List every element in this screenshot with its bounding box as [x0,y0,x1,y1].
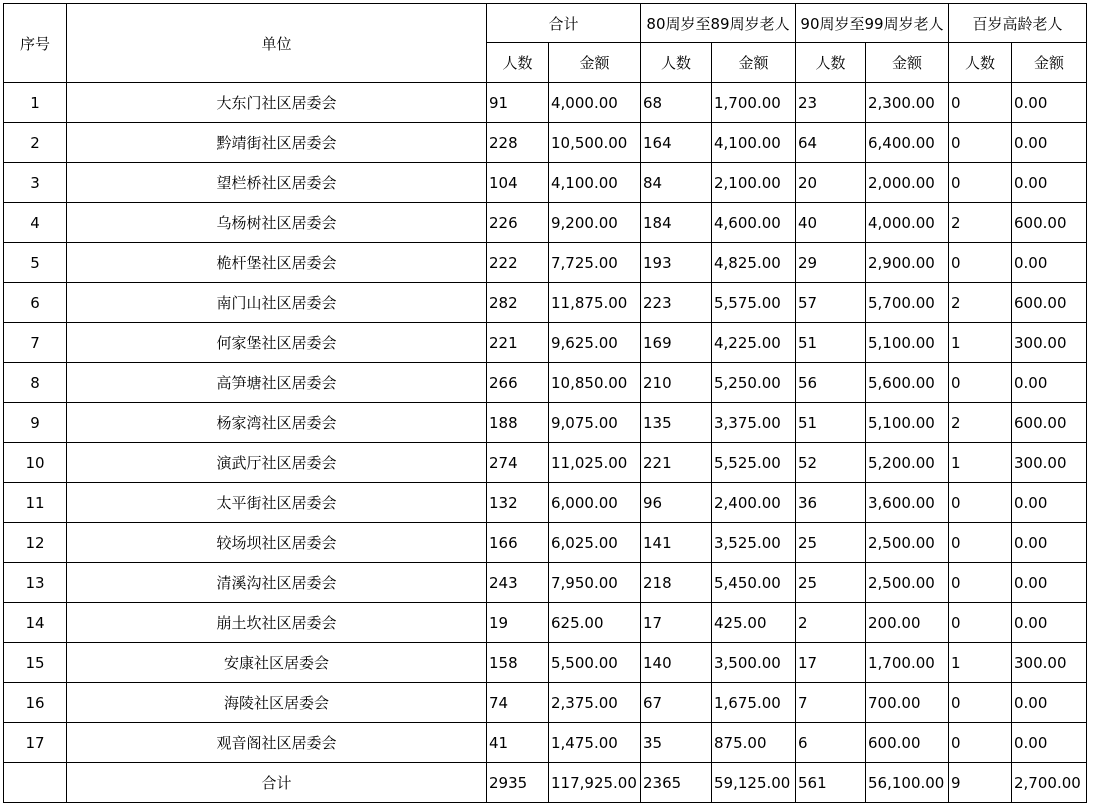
row-90-amount: 5,700.00 [866,283,949,323]
total-row [4,763,1087,803]
row-unit: 高笋塘社区居委会 [67,363,487,403]
row-100-amount: 0.00 [1012,683,1087,723]
row-90-count: 40 [796,203,866,243]
row-90-count: 56 [796,363,866,403]
row-unit: 何家堡社区居委会 [67,323,487,363]
table-row [4,363,1087,403]
row-seq: 5 [4,243,67,283]
row-80-count: 140 [641,643,712,683]
row-90-amount: 2,500.00 [866,563,949,603]
row-unit: 崩土坎社区居委会 [67,603,487,643]
row-total-amount: 625.00 [549,603,641,643]
row-seq: 8 [4,363,67,403]
row-100-count: 1 [949,643,1012,683]
row-seq: 4 [4,203,67,243]
header-total: 合计 [487,4,641,43]
header-100-amount: 金额 [1012,43,1087,83]
total-90-amount: 56,100.00 [866,763,949,803]
row-unit: 大东门社区居委会 [67,83,487,123]
row-seq: 6 [4,283,67,323]
total-80-count: 2365 [641,763,712,803]
row-unit: 太平街社区居委会 [67,483,487,523]
row-90-amount: 5,600.00 [866,363,949,403]
row-100-amount: 300.00 [1012,323,1087,363]
row-total-amount: 9,625.00 [549,323,641,363]
row-80-amount: 3,525.00 [712,523,796,563]
row-total-count: 188 [487,403,549,443]
row-90-count: 25 [796,523,866,563]
row-80-amount: 4,825.00 [712,243,796,283]
row-80-count: 218 [641,563,712,603]
row-90-count: 23 [796,83,866,123]
row-100-count: 0 [949,683,1012,723]
row-seq: 1 [4,83,67,123]
row-total-count: 282 [487,283,549,323]
row-100-amount: 600.00 [1012,203,1087,243]
header-age-80-89: 80周岁至89周岁老人 [641,4,796,43]
row-unit: 观音阁社区居委会 [67,723,487,763]
row-80-count: 169 [641,323,712,363]
row-100-count: 1 [949,323,1012,363]
row-90-amount: 3,600.00 [866,483,949,523]
row-total-count: 158 [487,643,549,683]
row-unit: 海陵社区居委会 [67,683,487,723]
row-80-amount: 5,575.00 [712,283,796,323]
row-total-count: 243 [487,563,549,603]
row-seq: 11 [4,483,67,523]
row-seq: 14 [4,603,67,643]
table-row [4,643,1087,683]
row-total-amount: 5,500.00 [549,643,641,683]
header-80-count: 人数 [641,43,712,83]
row-seq: 13 [4,563,67,603]
row-100-amount: 0.00 [1012,363,1087,403]
row-100-amount: 0.00 [1012,83,1087,123]
table-row [4,403,1087,443]
row-total-amount: 7,725.00 [549,243,641,283]
row-total-count: 41 [487,723,549,763]
row-total-amount: 11,025.00 [549,443,641,483]
header-age-90-99: 90周岁至99周岁老人 [796,4,949,43]
row-90-amount: 700.00 [866,683,949,723]
row-80-amount: 4,225.00 [712,323,796,363]
row-80-amount: 5,525.00 [712,443,796,483]
row-80-count: 221 [641,443,712,483]
row-100-amount: 0.00 [1012,163,1087,203]
subsidy-table [3,3,1087,803]
row-total-amount: 9,075.00 [549,403,641,443]
row-total-amount: 7,950.00 [549,563,641,603]
row-80-count: 17 [641,603,712,643]
row-100-count: 0 [949,83,1012,123]
row-100-count: 0 [949,603,1012,643]
row-seq: 7 [4,323,67,363]
row-100-amount: 300.00 [1012,443,1087,483]
row-total-amount: 4,100.00 [549,163,641,203]
row-unit: 南门山社区居委会 [67,283,487,323]
table-row [4,683,1087,723]
row-100-count: 0 [949,123,1012,163]
header-100-count: 人数 [949,43,1012,83]
table-row [4,523,1087,563]
row-unit: 望栏桥社区居委会 [67,163,487,203]
row-90-count: 20 [796,163,866,203]
table-row [4,163,1087,203]
row-100-amount: 600.00 [1012,403,1087,443]
table-row [4,243,1087,283]
row-80-amount: 5,450.00 [712,563,796,603]
row-100-amount: 0.00 [1012,123,1087,163]
row-unit: 乌杨树社区居委会 [67,203,487,243]
row-100-amount: 300.00 [1012,643,1087,683]
row-90-amount: 5,200.00 [866,443,949,483]
row-80-count: 68 [641,83,712,123]
header-unit: 单位 [67,4,487,83]
row-80-count: 135 [641,403,712,443]
row-unit: 演武厅社区居委会 [67,443,487,483]
row-90-count: 29 [796,243,866,283]
row-total-amount: 4,000.00 [549,83,641,123]
total-100-count: 9 [949,763,1012,803]
row-seq: 3 [4,163,67,203]
row-80-amount: 2,400.00 [712,483,796,523]
row-100-amount: 0.00 [1012,563,1087,603]
row-seq: 10 [4,443,67,483]
row-unit: 桅杆堡社区居委会 [67,243,487,283]
row-90-amount: 2,300.00 [866,83,949,123]
row-90-count: 52 [796,443,866,483]
row-80-amount: 2,100.00 [712,163,796,203]
table-row [4,123,1087,163]
row-total-amount: 2,375.00 [549,683,641,723]
row-80-amount: 1,700.00 [712,83,796,123]
row-80-amount: 875.00 [712,723,796,763]
row-total-count: 74 [487,683,549,723]
row-80-amount: 425.00 [712,603,796,643]
row-seq: 15 [4,643,67,683]
total-label: 合计 [67,763,487,803]
row-80-amount: 4,100.00 [712,123,796,163]
row-seq: 17 [4,723,67,763]
row-100-amount: 0.00 [1012,603,1087,643]
table-row [4,483,1087,523]
row-100-count: 2 [949,203,1012,243]
row-80-amount: 5,250.00 [712,363,796,403]
row-80-count: 141 [641,523,712,563]
row-total-amount: 10,500.00 [549,123,641,163]
row-90-count: 7 [796,683,866,723]
row-total-amount: 1,475.00 [549,723,641,763]
row-90-count: 57 [796,283,866,323]
row-100-amount: 0.00 [1012,483,1087,523]
row-total-count: 228 [487,123,549,163]
row-80-amount: 1,675.00 [712,683,796,723]
row-total-count: 222 [487,243,549,283]
row-seq: 2 [4,123,67,163]
row-100-count: 0 [949,563,1012,603]
row-90-amount: 4,000.00 [866,203,949,243]
row-100-count: 0 [949,163,1012,203]
table-row [4,323,1087,363]
row-80-count: 84 [641,163,712,203]
header-total-count: 人数 [487,43,549,83]
row-total-count: 91 [487,83,549,123]
row-unit: 杨家湾社区居委会 [67,403,487,443]
row-90-count: 64 [796,123,866,163]
table-row [4,723,1087,763]
table-row [4,603,1087,643]
row-unit: 清溪沟社区居委会 [67,563,487,603]
row-total-amount: 10,850.00 [549,363,641,403]
row-100-amount: 0.00 [1012,523,1087,563]
row-90-amount: 5,100.00 [866,323,949,363]
row-seq: 16 [4,683,67,723]
header-90-amount: 金额 [866,43,949,83]
row-100-count: 2 [949,283,1012,323]
row-80-count: 210 [641,363,712,403]
row-total-amount: 6,000.00 [549,483,641,523]
total-seq [4,763,67,803]
row-seq: 12 [4,523,67,563]
total-count: 2935 [487,763,549,803]
row-90-amount: 600.00 [866,723,949,763]
row-90-amount: 6,400.00 [866,123,949,163]
row-90-amount: 1,700.00 [866,643,949,683]
total-amount: 117,925.00 [549,763,641,803]
row-90-count: 2 [796,603,866,643]
row-total-count: 104 [487,163,549,203]
row-unit: 黔靖街社区居委会 [67,123,487,163]
row-total-count: 274 [487,443,549,483]
row-unit: 较场坝社区居委会 [67,523,487,563]
row-unit: 安康社区居委会 [67,643,487,683]
row-80-count: 184 [641,203,712,243]
row-100-count: 0 [949,243,1012,283]
row-90-amount: 2,500.00 [866,523,949,563]
row-80-amount: 3,375.00 [712,403,796,443]
row-90-amount: 5,100.00 [866,403,949,443]
row-90-count: 25 [796,563,866,603]
table-row [4,283,1087,323]
header-row-group [4,4,1087,43]
row-90-count: 6 [796,723,866,763]
row-100-count: 2 [949,403,1012,443]
row-100-amount: 0.00 [1012,243,1087,283]
row-80-count: 35 [641,723,712,763]
row-100-count: 1 [949,443,1012,483]
row-100-amount: 0.00 [1012,723,1087,763]
row-80-amount: 4,600.00 [712,203,796,243]
row-total-amount: 6,025.00 [549,523,641,563]
table-body [4,83,1087,763]
table-row [4,443,1087,483]
header-total-amount: 金额 [549,43,641,83]
row-total-count: 221 [487,323,549,363]
row-total-count: 19 [487,603,549,643]
header-80-amount: 金额 [712,43,796,83]
table-row [4,563,1087,603]
row-90-amount: 2,900.00 [866,243,949,283]
row-80-count: 164 [641,123,712,163]
table-row [4,83,1087,123]
header-90-count: 人数 [796,43,866,83]
row-100-count: 0 [949,483,1012,523]
total-80-amount: 59,125.00 [712,763,796,803]
row-90-amount: 2,000.00 [866,163,949,203]
row-total-count: 166 [487,523,549,563]
row-90-count: 17 [796,643,866,683]
row-80-count: 67 [641,683,712,723]
row-seq: 9 [4,403,67,443]
row-90-count: 51 [796,403,866,443]
row-80-count: 193 [641,243,712,283]
row-80-amount: 3,500.00 [712,643,796,683]
row-100-count: 0 [949,723,1012,763]
row-total-count: 132 [487,483,549,523]
row-90-count: 51 [796,323,866,363]
row-90-count: 36 [796,483,866,523]
total-100-amount: 2,700.00 [1012,763,1087,803]
row-80-count: 96 [641,483,712,523]
row-100-count: 0 [949,363,1012,403]
row-total-amount: 9,200.00 [549,203,641,243]
row-100-count: 0 [949,523,1012,563]
header-age-100: 百岁高龄老人 [949,4,1087,43]
total-90-count: 561 [796,763,866,803]
table-row [4,203,1087,243]
row-100-amount: 600.00 [1012,283,1087,323]
header-seq: 序号 [4,4,67,83]
row-total-count: 266 [487,363,549,403]
row-90-amount: 200.00 [866,603,949,643]
row-total-count: 226 [487,203,549,243]
row-80-count: 223 [641,283,712,323]
row-total-amount: 11,875.00 [549,283,641,323]
